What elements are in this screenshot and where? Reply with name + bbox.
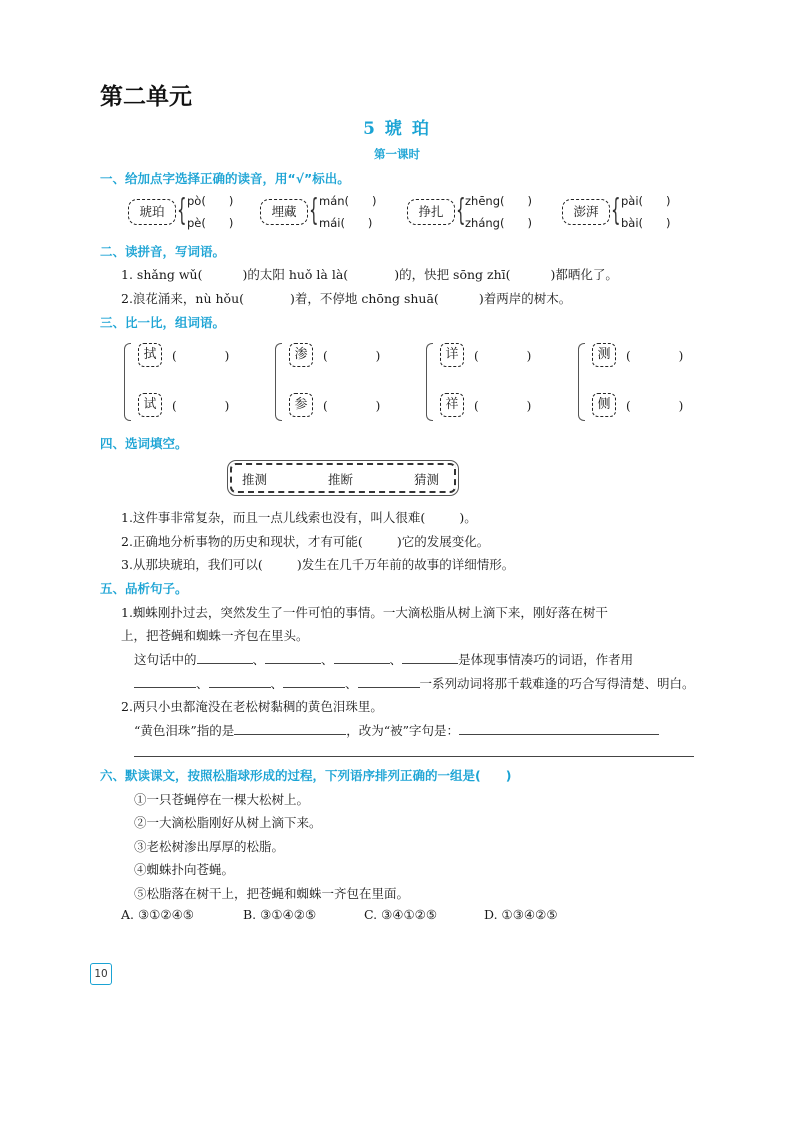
word-box: 澎湃: [562, 199, 610, 225]
option-d: D. ①③④②⑤: [484, 907, 558, 922]
pinyin-line-1: 1. shǎng wǔ( )的太阳 huǒ là là( )的，快把 sōng zhī( )都晒化了。: [121, 267, 618, 282]
pair-brace: [578, 343, 585, 421]
fill-question-1: 1.这件事非常复杂，而且一点儿线索也没有，叫人很难( )。: [121, 510, 477, 525]
answer-paren: ( ): [474, 399, 532, 413]
section-1-title: 一、给加点字选择正确的读音，用“√”标出。: [100, 171, 350, 186]
answer-paren: ( ): [172, 349, 230, 363]
section-2-title: 二、读拼音，写词语。: [100, 244, 226, 259]
word-bank-item: 推断: [328, 472, 354, 487]
answer-paren: ( ): [172, 399, 230, 413]
fill-question-3: 3.从那块琥珀，我们可以( )发生在几千万年前的故事的详细情形。: [121, 557, 515, 572]
char-box: 渗: [289, 343, 313, 367]
word-bank: [230, 463, 456, 493]
word-bank-item: 推测: [242, 472, 268, 487]
answer-paren: ( ): [474, 349, 532, 363]
brace: {: [611, 193, 621, 228]
brace: {: [177, 193, 187, 228]
sentence-q2-answer-line: “黄色泪珠”指的是 ，改为“被”字句是：: [134, 721, 659, 739]
option-b: B. ③①④②⑤: [243, 907, 317, 922]
pinyin-option-b: pè( ): [187, 216, 234, 230]
sentence-q1-line2: 上，把苍蝇和蜘蛛一齐包在里头。: [121, 628, 309, 643]
answer-paren: ( ): [323, 399, 381, 413]
section-4-title: 四、选词填空。: [100, 436, 188, 451]
option-a: A. ③①②④⑤: [121, 907, 195, 922]
word-box: 琥珀: [128, 199, 176, 225]
sentence-q1-line4: 、 、 、 一系列动词将那千载难逢的巧合写得清楚、明白。: [134, 674, 695, 692]
char-box: 侧: [592, 393, 616, 417]
pinyin-option-a: pài( ): [621, 194, 671, 208]
page-number: 10: [90, 963, 112, 985]
unit-title: 第二单元: [100, 84, 192, 110]
section-6-title: 六、默读课文，按照松脂球形成的过程，下列语序排列正确的一组是( ): [100, 768, 512, 783]
sentence-q1-line3: 这句话中的 、 、 、 是体现事情凑巧的词语，作者用: [134, 652, 634, 667]
word-box: 挣扎: [407, 199, 455, 225]
brace: {: [456, 193, 466, 228]
answer-paren: ( ): [626, 349, 684, 363]
section-5-title: 五、品析句子。: [100, 581, 188, 596]
char-box: 试: [138, 393, 162, 417]
answer-line: [134, 756, 694, 757]
pair-brace: [124, 343, 131, 421]
brace: {: [309, 193, 319, 228]
char-box: 祥: [440, 393, 464, 417]
pinyin-option-a: mán( ): [319, 194, 377, 208]
section-3-title: 三、比一比，组词语。: [100, 315, 226, 330]
answer-paren: ( ): [626, 399, 684, 413]
sentence-q1-line1: 1.蜘蛛刚扑过去，突然发生了一件可怕的事情。一大滴松脂从树上滴下来，刚好落在树干: [121, 605, 608, 620]
fill-question-2: 2.正确地分析事物的历史和现状，才有可能( )它的发展变化。: [121, 534, 490, 549]
pair-brace: [275, 343, 282, 421]
pinyin-option-a: zhēng( ): [465, 194, 532, 208]
pinyin-option-b: mái( ): [319, 216, 373, 230]
sequence-item-4: ④蜘蛛扑向苍蝇。: [134, 862, 235, 877]
word-bank-item: 猜测: [414, 472, 440, 487]
pinyin-line-2: 2.浪花涌来，nù hǒu( )着，不停地 chōng shuā( )着两岸的树木。: [121, 291, 572, 306]
sequence-item-1: ①一只苍蝇停在一棵大松树上。: [134, 792, 310, 807]
answer-paren: ( ): [323, 349, 381, 363]
sequence-item-2: ②一大滴松脂刚好从树上滴下来。: [134, 815, 322, 830]
char-box: 拭: [138, 343, 162, 367]
sequence-item-5: ⑤松脂落在树干上，把苍蝇和蜘蛛一齐包在里面。: [134, 886, 410, 901]
pinyin-option-b: bài( ): [621, 216, 671, 230]
option-c: C. ③④①②⑤: [364, 907, 438, 922]
word-box: 埋藏: [260, 199, 308, 225]
period-label: 第一课时: [374, 147, 420, 161]
char-box: 详: [440, 343, 464, 367]
sequence-item-3: ③老松树渗出厚厚的松脂。: [134, 839, 285, 854]
pair-brace: [426, 343, 433, 421]
lesson-title: 5 琥 珀: [363, 119, 431, 139]
char-box: 参: [289, 393, 313, 417]
sentence-q2: 2.两只小虫都淹没在老松树黏稠的黄色泪珠里。: [121, 699, 383, 714]
char-box: 测: [592, 343, 616, 367]
pinyin-option-a: pò( ): [187, 194, 234, 208]
pinyin-option-b: zháng( ): [465, 216, 532, 230]
